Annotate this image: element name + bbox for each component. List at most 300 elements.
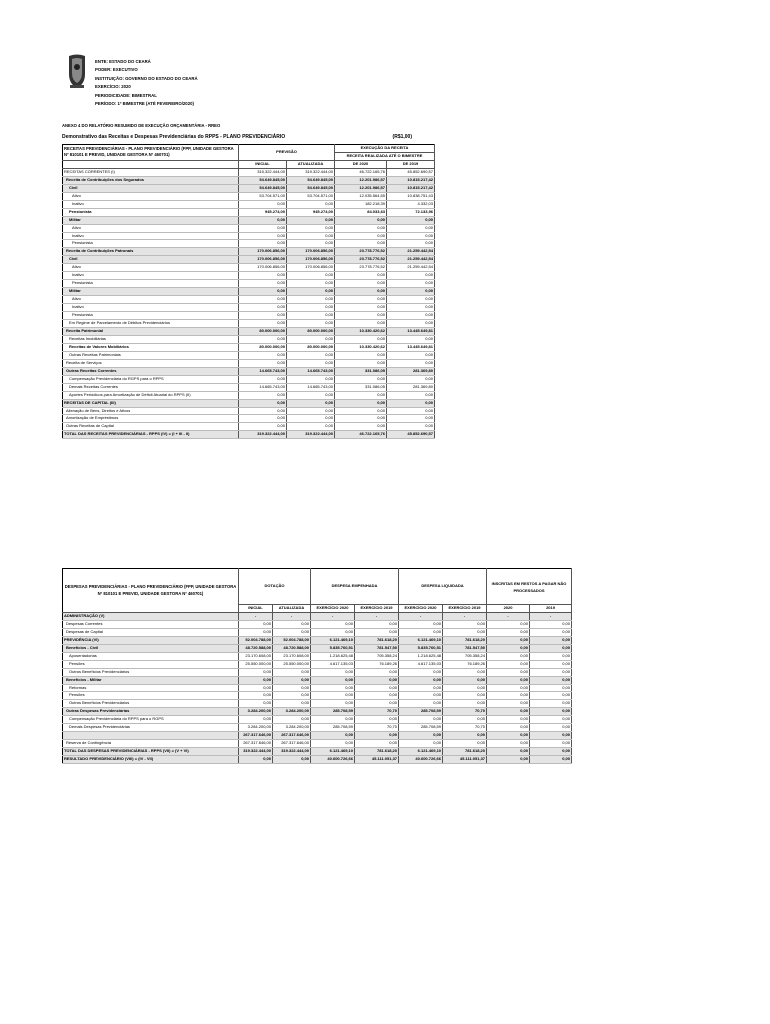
value-cell: 13.445.649,81 xyxy=(387,343,435,351)
row-label xyxy=(63,732,239,740)
value-cell: 781.618,20 xyxy=(443,748,487,756)
value-cell: 80.000.000,00 xyxy=(287,343,335,351)
value-cell: 0,00 xyxy=(335,232,387,240)
report-title xyxy=(62,134,434,140)
value-cell: 0,00 xyxy=(335,280,387,288)
value-cell: 0,00 xyxy=(443,692,487,700)
revenue-row xyxy=(63,375,435,383)
value-cell: 46.722.165,76 xyxy=(335,168,387,176)
row-label: Benefícios - Civil xyxy=(63,644,239,652)
value-cell: 319.322.444,00 xyxy=(273,748,311,756)
revenue-row xyxy=(63,224,435,232)
value-cell: 0,00 xyxy=(487,644,530,652)
value-cell: 0,00 xyxy=(530,652,572,660)
value-cell: 0,00 xyxy=(530,636,572,644)
currency-unit: (R$1,00) xyxy=(392,134,412,140)
value-cell: 80.000.000,00 xyxy=(287,327,335,335)
value-cell: 0,00 xyxy=(355,676,399,684)
value-cell: 781.618,20 xyxy=(355,636,399,644)
value-cell: 0,00 xyxy=(239,375,287,383)
row-label: PREVIDÊNCIA (VI) xyxy=(63,636,239,644)
value-cell: 70,70 xyxy=(355,724,399,732)
value-cell: 267.317.646,00 xyxy=(239,740,273,748)
value-cell: 0,00 xyxy=(239,359,287,367)
revenue-row xyxy=(63,415,435,423)
value-cell: 0,00 xyxy=(239,320,287,328)
value-cell: 0,00 xyxy=(443,700,487,708)
value-cell: 13.445.649,81 xyxy=(387,327,435,335)
header-period: PERÍODO: 1º BIMESTRE (ATÉ FEVEREIRO/2020) xyxy=(95,101,194,107)
value-cell: 0,00 xyxy=(530,620,572,628)
value-cell: 0,00 xyxy=(487,724,530,732)
value-cell: 0,00 xyxy=(387,312,435,320)
value-cell: 945.274,00 xyxy=(239,208,287,216)
row-label: Outras Receitas de Capital xyxy=(63,423,239,431)
expense-row xyxy=(63,724,572,732)
row-label: Militar xyxy=(63,288,239,296)
value-cell: 285.708,59 xyxy=(311,708,355,716)
expense-sub-liquidated-2019: EXERCÍCIO 2019 xyxy=(443,605,487,613)
value-cell: 53.704.571,00 xyxy=(287,192,335,200)
row-label: Receita de Serviços xyxy=(63,359,239,367)
value-cell: 0,00 xyxy=(311,668,355,676)
expense-header-committed: DESPESA EMPENHADA xyxy=(311,569,399,605)
value-cell: 0,00 xyxy=(335,407,387,415)
value-cell: 0,00 xyxy=(239,415,287,423)
expense-sub-unprocessed-2020: 2020 xyxy=(487,605,530,613)
value-cell: - xyxy=(355,612,399,620)
value-cell: 0,00 xyxy=(487,692,530,700)
value-cell: 0,00 xyxy=(273,620,311,628)
value-cell: 0,00 xyxy=(239,224,287,232)
revenue-row xyxy=(63,192,435,200)
revenue-row xyxy=(63,200,435,208)
value-cell: 0,00 xyxy=(335,423,387,431)
value-cell: 0,00 xyxy=(487,708,530,716)
value-cell: 80.000.000,00 xyxy=(239,327,287,335)
expense-row xyxy=(63,684,572,692)
row-label: Alienação de Bens, Direitos e Ativos xyxy=(63,407,239,415)
value-cell: 0,00 xyxy=(239,240,287,248)
row-label: Compensação Previdenciária do RPPS para o RGPS xyxy=(63,716,239,724)
value-cell: 0,00 xyxy=(239,312,287,320)
value-cell: 0,00 xyxy=(287,320,335,328)
value-cell: 319.322.444,00 xyxy=(287,431,335,439)
value-cell: 0,00 xyxy=(355,628,399,636)
value-cell: 0,00 xyxy=(287,359,335,367)
value-cell: 0,00 xyxy=(355,716,399,724)
expense-header-allocation: DOTAÇÃO xyxy=(239,569,311,605)
value-cell: 0,00 xyxy=(387,304,435,312)
value-cell: 0,00 xyxy=(287,423,335,431)
value-cell: 0,00 xyxy=(311,740,355,748)
revenue-row xyxy=(63,256,435,264)
header-power: PODER: EXECUTIVO xyxy=(95,67,138,73)
revenue-sub-2019: DE 2019 xyxy=(387,160,435,168)
expense-row xyxy=(63,716,572,724)
value-cell: 331.086,05 xyxy=(335,383,387,391)
row-label: Despesas Correntes xyxy=(63,620,239,628)
value-cell: 281.369,80 xyxy=(387,383,435,391)
revenue-row xyxy=(63,367,435,375)
value-cell: 0,00 xyxy=(530,716,572,724)
value-cell: 0,00 xyxy=(487,700,530,708)
value-cell: - xyxy=(399,612,443,620)
row-label: Receitas Imobiliárias xyxy=(63,335,239,343)
value-cell: 0,00 xyxy=(335,224,387,232)
value-cell: 80.000.000,00 xyxy=(239,343,287,351)
row-label: Ativo xyxy=(63,264,239,272)
revenue-row xyxy=(63,248,435,256)
value-cell: 0,00 xyxy=(287,351,335,359)
value-cell: 0,00 xyxy=(387,232,435,240)
row-label: Em Regime de Parcelamento de Débitos Previdenciários xyxy=(63,320,239,328)
expense-sub-committed-2019: EXERCÍCIO 2019 xyxy=(355,605,399,613)
value-cell: 0,00 xyxy=(239,628,273,636)
expense-header-liquidated: DESPESA LIQUIDADA xyxy=(399,569,487,605)
value-cell: 0,00 xyxy=(530,684,572,692)
value-cell: 0,00 xyxy=(239,391,287,399)
value-cell: 0,00 xyxy=(387,399,435,407)
value-cell: 0,00 xyxy=(387,280,435,288)
value-cell: 0,00 xyxy=(443,620,487,628)
value-cell: 319.322.444,00 xyxy=(239,748,273,756)
value-cell: 12.035.564,55 xyxy=(335,192,387,200)
value-cell: 0,00 xyxy=(355,732,399,740)
value-cell: 0,00 xyxy=(387,391,435,399)
value-cell: 0,00 xyxy=(487,636,530,644)
value-cell: 945.274,00 xyxy=(287,208,335,216)
row-label: Amortização de Empréstimos xyxy=(63,415,239,423)
expense-row xyxy=(63,700,572,708)
value-cell: 319.322.444,00 xyxy=(239,431,287,439)
value-cell: 45.111.051,37 xyxy=(355,756,399,764)
expense-row xyxy=(63,652,572,660)
value-cell: 0,00 xyxy=(387,216,435,224)
value-cell: 0,00 xyxy=(311,732,355,740)
revenue-row xyxy=(63,320,435,328)
expense-sub-committed-2020: EXERCÍCIO 2020 xyxy=(311,605,355,613)
value-cell: 0,00 xyxy=(311,628,355,636)
value-cell: 0,00 xyxy=(387,407,435,415)
value-cell: 170.006.856,00 xyxy=(239,264,287,272)
value-cell: 0,00 xyxy=(239,304,287,312)
value-cell: 0,00 xyxy=(399,620,443,628)
value-cell: 6.121.469,10 xyxy=(399,636,443,644)
value-cell: 3.284.200,00 xyxy=(273,724,311,732)
value-cell: 0,00 xyxy=(239,200,287,208)
row-label: Civil xyxy=(63,184,239,192)
expense-table xyxy=(62,568,572,764)
value-cell: 6.121.469,10 xyxy=(311,636,355,644)
value-cell: 0,00 xyxy=(239,216,287,224)
value-cell: 0,00 xyxy=(399,732,443,740)
value-cell: 0,00 xyxy=(387,320,435,328)
value-cell: 267.317.646,00 xyxy=(273,732,311,740)
value-cell: 0,00 xyxy=(239,288,287,296)
expense-row xyxy=(63,660,572,668)
revenue-row xyxy=(63,176,435,184)
expense-row xyxy=(63,676,572,684)
value-cell: 0,00 xyxy=(311,716,355,724)
value-cell: 45.852.690,57 xyxy=(387,168,435,176)
value-cell: 6.121.469,10 xyxy=(311,748,355,756)
value-cell: 0,00 xyxy=(355,692,399,700)
value-cell: 0,00 xyxy=(273,700,311,708)
revenue-sub-updated: ATUALIZADA xyxy=(287,160,335,168)
revenue-row xyxy=(63,184,435,192)
value-cell: 0,00 xyxy=(530,660,572,668)
row-label: Despesas de Capital xyxy=(63,628,239,636)
value-cell: 0,00 xyxy=(355,740,399,748)
value-cell: 76.189,26 xyxy=(355,660,399,668)
expense-row xyxy=(63,740,572,748)
expense-sub-unprocessed-2019: 2019 xyxy=(530,605,572,613)
value-cell: 0,00 xyxy=(399,716,443,724)
value-cell: 0,00 xyxy=(387,351,435,359)
value-cell: 0,00 xyxy=(239,423,287,431)
value-cell: 4.332,03 xyxy=(387,200,435,208)
value-cell: 0,00 xyxy=(387,288,435,296)
row-label: Ativo xyxy=(63,296,239,304)
value-cell: 46.722.165,76 xyxy=(335,431,387,439)
value-cell: 5.835.760,51 xyxy=(311,644,355,652)
value-cell: - xyxy=(530,612,572,620)
value-cell: 0,00 xyxy=(443,628,487,636)
value-cell: 285.708,59 xyxy=(311,724,355,732)
value-cell: 0,00 xyxy=(335,391,387,399)
value-cell: 0,00 xyxy=(287,296,335,304)
value-cell: 0,00 xyxy=(287,335,335,343)
revenue-row xyxy=(63,216,435,224)
value-cell: 0,00 xyxy=(287,375,335,383)
value-cell: 315.322.444,00 xyxy=(239,168,287,176)
expense-header-unprocessed: INSCRITAS EM RESTOS A PAGAR NÃO PROCESSADOS xyxy=(487,569,572,605)
revenue-row xyxy=(63,288,435,296)
value-cell: 4.617.135,03 xyxy=(311,660,355,668)
value-cell: 0,00 xyxy=(239,296,287,304)
value-cell: 54.649.845,00 xyxy=(287,176,335,184)
row-label: Demais Despesas Previdenciárias xyxy=(63,724,239,732)
value-cell: 0,00 xyxy=(335,272,387,280)
value-cell: 0,00 xyxy=(387,423,435,431)
value-cell: 0,00 xyxy=(335,288,387,296)
value-cell: 0,00 xyxy=(399,700,443,708)
value-cell: 0,00 xyxy=(487,660,530,668)
value-cell: 52.004.788,00 xyxy=(239,636,273,644)
value-cell: 54.649.845,00 xyxy=(239,176,287,184)
value-cell: 0,00 xyxy=(273,684,311,692)
expense-sub-liquidated-2020: EXERCÍCIO 2020 xyxy=(399,605,443,613)
value-cell: 0,00 xyxy=(335,312,387,320)
value-cell: 0,00 xyxy=(487,740,530,748)
value-cell: 10.330.420,62 xyxy=(335,343,387,351)
expense-row xyxy=(63,692,572,700)
value-cell: 781.547,50 xyxy=(443,644,487,652)
row-label: Inativo xyxy=(63,200,239,208)
row-label: Outras Receitas Patrimoniais xyxy=(63,351,239,359)
value-cell: 0,00 xyxy=(530,668,572,676)
expense-row xyxy=(63,708,572,716)
value-cell: 70,70 xyxy=(443,708,487,716)
value-cell: 0,00 xyxy=(273,756,311,764)
value-cell: 0,00 xyxy=(311,676,355,684)
value-cell: 0,00 xyxy=(335,335,387,343)
row-label: RECEITAS CORRENTES (I) xyxy=(63,168,239,176)
value-cell: 0,00 xyxy=(287,407,335,415)
value-cell: 0,00 xyxy=(530,700,572,708)
value-cell: 0,00 xyxy=(335,415,387,423)
value-cell: 0,00 xyxy=(355,684,399,692)
value-cell: 0,00 xyxy=(387,240,435,248)
row-label: Pensionista xyxy=(63,280,239,288)
value-cell: 0,00 xyxy=(239,700,273,708)
header-periodicity: PERIODICIDADE: BIMESTRAL xyxy=(95,92,157,98)
value-cell: 170.006.856,00 xyxy=(239,248,287,256)
value-cell: 0,00 xyxy=(287,415,335,423)
row-label: RESULTADO PREVIDENCIÁRIO (VIII) = (IV - VII) xyxy=(63,756,239,764)
value-cell: 705.358,24 xyxy=(443,652,487,660)
value-cell: 5.835.760,51 xyxy=(399,644,443,652)
value-cell: 14.665.743,00 xyxy=(287,383,335,391)
value-cell: 0,00 xyxy=(487,756,530,764)
value-cell: 0,00 xyxy=(355,668,399,676)
value-cell: - xyxy=(443,612,487,620)
value-cell: 0,00 xyxy=(399,684,443,692)
value-cell: 170.006.856,00 xyxy=(287,248,335,256)
value-cell: 14.665.743,00 xyxy=(239,367,287,375)
revenue-row xyxy=(63,335,435,343)
row-label: Ativo xyxy=(63,192,239,200)
row-label: Pensões xyxy=(63,660,239,668)
value-cell: 23.170.608,00 xyxy=(273,652,311,660)
value-cell: 781.618,20 xyxy=(355,748,399,756)
value-cell: 0,00 xyxy=(239,272,287,280)
value-cell: 1.218.625,48 xyxy=(311,652,355,660)
revenue-row xyxy=(63,304,435,312)
value-cell: 0,00 xyxy=(335,359,387,367)
expense-row xyxy=(63,620,572,628)
value-cell: 40.600.726,66 xyxy=(399,756,443,764)
value-cell: 23.778.776,52 xyxy=(335,256,387,264)
value-cell: 0,00 xyxy=(287,312,335,320)
header-year: EXERCÍCIO: 2020 xyxy=(95,84,131,90)
value-cell: 0,00 xyxy=(387,272,435,280)
value-cell: 170.006.856,00 xyxy=(287,256,335,264)
expense-sub-initial: INICIAL xyxy=(239,605,273,613)
value-cell: 281.369,80 xyxy=(387,367,435,375)
revenue-header-realized: RECEITA REALIZADA ATÉ O BIMESTRE xyxy=(335,153,435,161)
revenue-row xyxy=(63,280,435,288)
row-label: TOTAL DAS DESPESAS PREVIDENCIÁRIAS - RPPS (VII) = (V + VI) xyxy=(63,748,239,756)
value-cell: 0,00 xyxy=(487,748,530,756)
value-cell: 0,00 xyxy=(311,692,355,700)
value-cell: 48.720.588,00 xyxy=(239,644,273,652)
revenue-sub-initial: INICIAL xyxy=(239,160,287,168)
revenue-row xyxy=(63,312,435,320)
value-cell: 0,00 xyxy=(273,668,311,676)
value-cell: 45.852.690,57 xyxy=(387,431,435,439)
value-cell: 0,00 xyxy=(287,232,335,240)
annex-title: ANEXO 4 DO RELATÓRIO RESUMIDO DE EXECUÇÃO ORÇAMENTÁRIA - RREO xyxy=(62,123,221,128)
revenue-row xyxy=(63,232,435,240)
row-label: Ativo xyxy=(63,224,239,232)
value-cell: 21.259.442,54 xyxy=(387,248,435,256)
expense-row xyxy=(63,636,572,644)
revenue-row xyxy=(63,383,435,391)
revenue-row xyxy=(63,407,435,415)
row-label: Aposentadorias xyxy=(63,652,239,660)
value-cell: 0,00 xyxy=(287,224,335,232)
value-cell: 0,00 xyxy=(287,272,335,280)
value-cell: 285.708,59 xyxy=(399,724,443,732)
expense-row xyxy=(63,748,572,756)
value-cell: 267.317.646,00 xyxy=(273,740,311,748)
value-cell: 25.550.000,00 xyxy=(273,660,311,668)
value-cell: - xyxy=(239,612,273,620)
value-cell: 0,00 xyxy=(355,700,399,708)
value-cell: 0,00 xyxy=(530,676,572,684)
report-document xyxy=(62,52,571,762)
value-cell: 705.358,24 xyxy=(355,652,399,660)
value-cell: 331.086,05 xyxy=(335,367,387,375)
value-cell: 0,00 xyxy=(239,692,273,700)
value-cell: 21.259.442,54 xyxy=(387,264,435,272)
revenue-row xyxy=(63,327,435,335)
value-cell: 0,00 xyxy=(387,335,435,343)
value-cell: 6.121.469,10 xyxy=(399,748,443,756)
value-cell: 54.649.845,00 xyxy=(239,184,287,192)
value-cell: 0,00 xyxy=(311,700,355,708)
value-cell: 0,00 xyxy=(443,716,487,724)
value-cell: 0,00 xyxy=(273,716,311,724)
value-cell: 3.284.200,00 xyxy=(239,724,273,732)
row-label: Outras Despesas Previdenciárias xyxy=(63,708,239,716)
revenue-row xyxy=(63,399,435,407)
value-cell: 53.704.571,00 xyxy=(239,192,287,200)
revenue-row xyxy=(63,240,435,248)
row-label: Pensionista xyxy=(63,240,239,248)
value-cell: 0,00 xyxy=(443,676,487,684)
row-label: RECEITAS DE CAPITAL (III) xyxy=(63,399,239,407)
value-cell: 3.284.200,00 xyxy=(239,708,273,716)
value-cell: 170.006.856,00 xyxy=(287,264,335,272)
value-cell: - xyxy=(311,612,355,620)
row-label: Receita de Contribuições Patronais xyxy=(63,248,239,256)
row-label: Inativo xyxy=(63,232,239,240)
value-cell: 72.133,96 xyxy=(387,208,435,216)
value-cell: 14.665.743,00 xyxy=(239,383,287,391)
value-cell: 0,00 xyxy=(335,375,387,383)
value-cell: 12.201.986,57 xyxy=(335,176,387,184)
row-label: ADMINISTRAÇÃO (V) xyxy=(63,612,239,620)
value-cell: 0,00 xyxy=(239,684,273,692)
value-cell: 0,00 xyxy=(530,628,572,636)
value-cell: 0,00 xyxy=(273,628,311,636)
value-cell: 0,00 xyxy=(239,668,273,676)
value-cell: 0,00 xyxy=(530,756,572,764)
value-cell: 25.550.000,00 xyxy=(239,660,273,668)
row-label: Demais Receitas Correntes xyxy=(63,383,239,391)
value-cell: 0,00 xyxy=(239,620,273,628)
value-cell: 0,00 xyxy=(311,620,355,628)
expense-row xyxy=(63,756,572,764)
row-label: Reformas xyxy=(63,684,239,692)
value-cell: 0,00 xyxy=(399,740,443,748)
revenue-header-forecast: PREVISÃO xyxy=(239,145,335,161)
value-cell: 0,00 xyxy=(487,684,530,692)
header-lines xyxy=(95,58,198,108)
